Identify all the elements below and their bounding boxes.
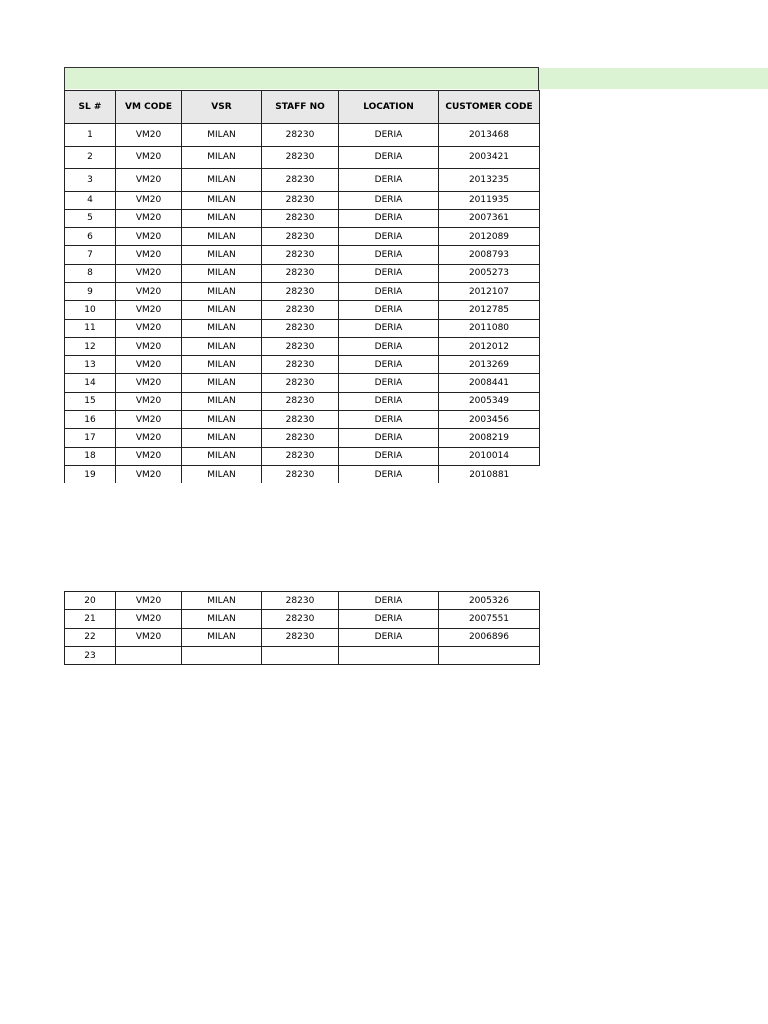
cell-customer-code[interactable]: 2013269 — [439, 356, 540, 374]
cell-sl[interactable]: 14 — [65, 374, 116, 392]
cell-vsr[interactable]: MILAN — [182, 319, 262, 337]
cell-customer-code[interactable]: 2007551 — [439, 610, 540, 628]
cell-vsr[interactable]: MILAN — [182, 169, 262, 192]
cell-customer-code[interactable]: 2008793 — [439, 246, 540, 264]
cell-vm-code[interactable]: VM20 — [116, 264, 182, 282]
cell-customer-code[interactable]: 2010881 — [439, 465, 540, 483]
cell-vsr[interactable]: MILAN — [182, 124, 262, 147]
cell-vm-code[interactable]: VM20 — [116, 465, 182, 483]
cell-vm-code[interactable]: VM20 — [116, 124, 182, 147]
cell-vsr[interactable]: MILAN — [182, 356, 262, 374]
cell-location[interactable] — [339, 646, 439, 664]
cell-sl[interactable]: 12 — [65, 337, 116, 355]
cell-vm-code[interactable]: VM20 — [116, 356, 182, 374]
cell-location[interactable]: DERIA — [339, 124, 439, 147]
cell-vsr[interactable]: MILAN — [182, 411, 262, 429]
header-location[interactable]: LOCATION — [339, 91, 439, 124]
cell-vm-code[interactable]: VM20 — [116, 392, 182, 410]
cell-sl[interactable]: 11 — [65, 319, 116, 337]
table-row — [65, 124, 540, 147]
header-staff-no[interactable]: STAFF NO — [262, 91, 339, 124]
cell-staff-no[interactable]: 28230 — [262, 447, 339, 465]
cell-customer-code[interactable]: 2007361 — [439, 209, 540, 227]
cell-customer-code[interactable]: 2005326 — [439, 592, 540, 610]
cell-location[interactable]: DERIA — [339, 628, 439, 646]
cell-location[interactable]: DERIA — [339, 374, 439, 392]
cell-vm-code[interactable]: VM20 — [116, 209, 182, 227]
table-row — [65, 610, 540, 628]
cell-sl[interactable]: 1 — [65, 124, 116, 147]
cell-vsr[interactable]: MILAN — [182, 246, 262, 264]
cell-staff-no[interactable]: 28230 — [262, 592, 339, 610]
cell-sl[interactable]: 15 — [65, 392, 116, 410]
table-row — [65, 337, 540, 355]
table-top-border — [64, 67, 539, 68]
cell-sl[interactable]: 19 — [65, 465, 116, 483]
customer-table — [64, 90, 540, 483]
cell-vm-code[interactable]: VM20 — [116, 282, 182, 300]
table-row — [65, 465, 540, 483]
cell-location[interactable]: DERIA — [339, 592, 439, 610]
cell-staff-no[interactable]: 28230 — [262, 264, 339, 282]
table-row — [65, 191, 540, 209]
cell-staff-no[interactable]: 28230 — [262, 246, 339, 264]
cell-location[interactable]: DERIA — [339, 356, 439, 374]
cell-vm-code[interactable]: VM20 — [116, 411, 182, 429]
table-body-bottom — [65, 592, 540, 665]
cell-vm-code[interactable]: VM20 — [116, 592, 182, 610]
cell-vsr[interactable]: MILAN — [182, 209, 262, 227]
table-row — [65, 209, 540, 227]
cell-vsr[interactable]: MILAN — [182, 392, 262, 410]
cell-customer-code[interactable] — [439, 646, 540, 664]
cell-customer-code[interactable]: 2006896 — [439, 628, 540, 646]
table-row — [65, 282, 540, 300]
cell-sl[interactable]: 23 — [65, 646, 116, 664]
table-row — [65, 301, 540, 319]
cell-vsr[interactable]: MILAN — [182, 301, 262, 319]
cell-vsr[interactable]: MILAN — [182, 610, 262, 628]
cell-staff-no[interactable]: 28230 — [262, 411, 339, 429]
cell-sl[interactable]: 18 — [65, 447, 116, 465]
cell-staff-no[interactable]: 28230 — [262, 209, 339, 227]
cell-vm-code[interactable]: VM20 — [116, 191, 182, 209]
cell-location[interactable]: DERIA — [339, 301, 439, 319]
table-row — [65, 264, 540, 282]
cell-vsr[interactable]: MILAN — [182, 429, 262, 447]
cell-location[interactable]: DERIA — [339, 209, 439, 227]
cell-customer-code[interactable]: 2003421 — [439, 146, 540, 169]
cell-staff-no[interactable]: 28230 — [262, 228, 339, 246]
cell-location[interactable]: DERIA — [339, 282, 439, 300]
cell-sl[interactable]: 16 — [65, 411, 116, 429]
cell-staff-no[interactable]: 28230 — [262, 610, 339, 628]
cell-vm-code[interactable]: VM20 — [116, 319, 182, 337]
cell-vsr[interactable]: MILAN — [182, 282, 262, 300]
cell-vsr[interactable]: MILAN — [182, 628, 262, 646]
table-right-border — [538, 67, 539, 91]
cell-vm-code[interactable]: VM20 — [116, 169, 182, 192]
cell-staff-no[interactable]: 28230 — [262, 628, 339, 646]
cell-location[interactable]: DERIA — [339, 392, 439, 410]
cell-vsr[interactable]: MILAN — [182, 337, 262, 355]
table-row — [65, 228, 540, 246]
cell-customer-code[interactable]: 2005349 — [439, 392, 540, 410]
cell-sl[interactable]: 3 — [65, 169, 116, 192]
table-row — [65, 429, 540, 447]
cell-staff-no[interactable]: 28230 — [262, 146, 339, 169]
cell-location[interactable]: DERIA — [339, 146, 439, 169]
cell-customer-code[interactable]: 2012107 — [439, 282, 540, 300]
table-row — [65, 447, 540, 465]
cell-vm-code[interactable]: VM20 — [116, 429, 182, 447]
header-customer-code[interactable]: CUSTOMER CODE — [439, 91, 540, 124]
cell-customer-code[interactable]: 2010014 — [439, 447, 540, 465]
cell-vm-code[interactable]: VM20 — [116, 146, 182, 169]
table-row — [65, 146, 540, 169]
cell-vsr[interactable]: MILAN — [182, 447, 262, 465]
table-row — [65, 592, 540, 610]
cell-vm-code[interactable]: VM20 — [116, 246, 182, 264]
cell-vsr[interactable]: MILAN — [182, 146, 262, 169]
cell-vsr[interactable]: MILAN — [182, 228, 262, 246]
cell-vm-code[interactable]: VM20 — [116, 610, 182, 628]
cell-location[interactable]: DERIA — [339, 191, 439, 209]
cell-customer-code[interactable]: 2008441 — [439, 374, 540, 392]
header-row — [65, 91, 540, 124]
cell-customer-code[interactable]: 2012785 — [439, 301, 540, 319]
header-sl[interactable]: SL # — [65, 91, 116, 124]
cell-vsr[interactable] — [182, 646, 262, 664]
cell-sl[interactable]: 7 — [65, 246, 116, 264]
cell-location[interactable]: DERIA — [339, 447, 439, 465]
cell-location[interactable]: DERIA — [339, 264, 439, 282]
cell-staff-no[interactable]: 28230 — [262, 356, 339, 374]
table-row — [65, 392, 540, 410]
title-band — [64, 68, 768, 89]
cell-sl[interactable]: 20 — [65, 592, 116, 610]
cell-sl[interactable]: 21 — [65, 610, 116, 628]
cell-location[interactable]: DERIA — [339, 465, 439, 483]
cell-location[interactable]: DERIA — [339, 411, 439, 429]
table-row — [65, 411, 540, 429]
cell-vsr[interactable]: MILAN — [182, 592, 262, 610]
cell-location[interactable]: DERIA — [339, 246, 439, 264]
cell-vsr[interactable]: MILAN — [182, 374, 262, 392]
cell-sl[interactable]: 9 — [65, 282, 116, 300]
cell-staff-no[interactable]: 28230 — [262, 337, 339, 355]
cell-customer-code[interactable]: 2011935 — [439, 191, 540, 209]
cell-vsr[interactable]: MILAN — [182, 465, 262, 483]
cell-customer-code[interactable]: 2005273 — [439, 264, 540, 282]
cell-customer-code[interactable]: 2013468 — [439, 124, 540, 147]
table-row — [65, 246, 540, 264]
table-body-top — [65, 124, 540, 484]
table-row — [65, 374, 540, 392]
cell-staff-no[interactable]: 28230 — [262, 374, 339, 392]
cell-customer-code[interactable]: 2012089 — [439, 228, 540, 246]
cell-staff-no[interactable]: 28230 — [262, 429, 339, 447]
cell-vm-code[interactable]: VM20 — [116, 228, 182, 246]
header-vsr[interactable]: VSR — [182, 91, 262, 124]
cell-location[interactable]: DERIA — [339, 169, 439, 192]
cell-staff-no[interactable]: 28230 — [262, 169, 339, 192]
cell-staff-no[interactable]: 28230 — [262, 465, 339, 483]
cell-vm-code[interactable]: VM20 — [116, 628, 182, 646]
table-row — [65, 628, 540, 646]
cell-customer-code[interactable]: 2012012 — [439, 337, 540, 355]
cell-staff-no[interactable]: 28230 — [262, 124, 339, 147]
cell-vm-code[interactable]: VM20 — [116, 374, 182, 392]
customer-table-continued — [64, 591, 540, 665]
cell-sl[interactable]: 17 — [65, 429, 116, 447]
cell-sl[interactable]: 8 — [65, 264, 116, 282]
cell-sl[interactable]: 13 — [65, 356, 116, 374]
cell-location[interactable]: DERIA — [339, 337, 439, 355]
cell-customer-code[interactable]: 2003456 — [439, 411, 540, 429]
cell-vm-code[interactable]: VM20 — [116, 301, 182, 319]
cell-sl[interactable]: 2 — [65, 146, 116, 169]
cell-customer-code[interactable]: 2011080 — [439, 319, 540, 337]
table-left-border — [64, 67, 65, 91]
cell-location[interactable]: DERIA — [339, 429, 439, 447]
cell-sl[interactable]: 5 — [65, 209, 116, 227]
header-vm-code[interactable]: VM CODE — [116, 91, 182, 124]
cell-location[interactable]: DERIA — [339, 610, 439, 628]
cell-sl[interactable]: 6 — [65, 228, 116, 246]
cell-customer-code[interactable]: 2013235 — [439, 169, 540, 192]
cell-staff-no[interactable]: 28230 — [262, 282, 339, 300]
cell-staff-no[interactable]: 28230 — [262, 191, 339, 209]
cell-customer-code[interactable]: 2008219 — [439, 429, 540, 447]
table-row — [65, 646, 540, 664]
cell-vsr[interactable]: MILAN — [182, 191, 262, 209]
cell-sl[interactable]: 22 — [65, 628, 116, 646]
cell-staff-no[interactable] — [262, 646, 339, 664]
cell-staff-no[interactable]: 28230 — [262, 319, 339, 337]
cell-vm-code[interactable] — [116, 646, 182, 664]
cell-location[interactable]: DERIA — [339, 319, 439, 337]
cell-vm-code[interactable]: VM20 — [116, 447, 182, 465]
cell-staff-no[interactable]: 28230 — [262, 392, 339, 410]
cell-vsr[interactable]: MILAN — [182, 264, 262, 282]
cell-sl[interactable]: 4 — [65, 191, 116, 209]
table-row — [65, 169, 540, 192]
cell-vm-code[interactable]: VM20 — [116, 337, 182, 355]
cell-staff-no[interactable]: 28230 — [262, 301, 339, 319]
table-row — [65, 319, 540, 337]
table-row — [65, 356, 540, 374]
cell-sl[interactable]: 10 — [65, 301, 116, 319]
cell-location[interactable]: DERIA — [339, 228, 439, 246]
